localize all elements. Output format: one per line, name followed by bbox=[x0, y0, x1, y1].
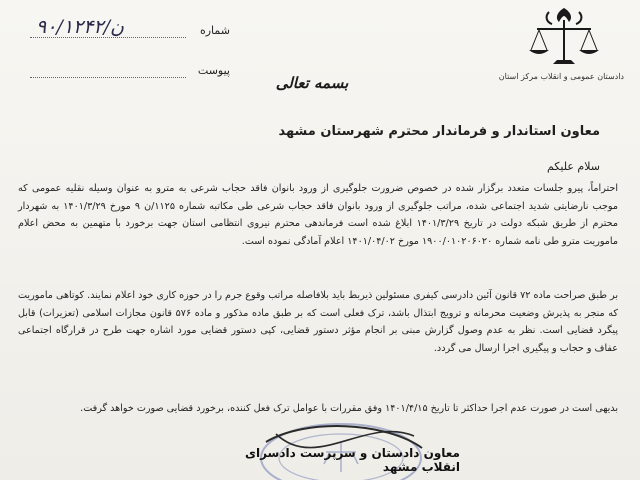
body-paragraph-2: بر طبق صراحت ماده ۷۲ قانون آئین دادرسی کیفری مسئولین ذیربط باید بلافاصله مراتب وقوع جرم را در حوزه کاری خود اعلام نمایند. کوتاهی ماموریت که منجر به پذیرش وضعیت محرمانه و ترویج ابتذال باشد، ترک فعلی است که بر طبق ماده مذکور و ماده ۵۷۶ قانون مجازات اسلامی (تعزیرات) قابل پیگرد قضایی است. نظر به عدم وصول گزارش مبنی بر انجام مؤثر دستور قضایی، کپی دستور قضایی مورد اشاره جهت طرح در قرارگاه اجتماعی عفاف و حجاب و پیگیری اجرا ارسال می گردد. bbox=[18, 290, 619, 354]
attachment-line bbox=[30, 77, 186, 78]
org-caption: دادستان عمومی و انقلاب مرکز استان bbox=[498, 72, 624, 81]
attachment-label: پیوست bbox=[197, 64, 230, 77]
addressee: معاون استاندار و فرماندار محترم شهرستان مشهد bbox=[278, 124, 600, 139]
attachment-row bbox=[30, 62, 230, 82]
scales-of-justice-icon bbox=[519, 4, 609, 72]
letter-number: ۹۰/ن/۱۲۴۲ bbox=[36, 16, 124, 38]
bismillah-heading: بسمه تعالی bbox=[275, 74, 349, 92]
signature-title: معاون دادستان و سرپرست دادسرای انقلاب مشهد bbox=[244, 446, 460, 474]
body-paragraph-1: احتراماً، پیرو جلسات متعدد برگزار شده در خصوص ضرورت جلوگیری از ورود بانوان فاقد حجاب شرعی به مترو به عنوان وسیله نقلیه عمومی که موجب نارضایتی شدید اجتماعی شده، مراتب جلوگیری از ورود بانوان فاقد حجاب شرعی طی مکاتبه شماره ۱۱۲۵/ن ۹ مورخ ۱۴۰۱/۳/۲۹ به شهردار محترم از طریق شبکه دولت در تاریخ ۱۴۰۱/۳/۲۹ ابلاغ شده است فرماندهی محترم نیروی انتظامی استان جهت برخورد با متهمین به محض اعلام ماموریت مترو طی نامه شماره ۱۹۰۰/۰۱۰۲۰۶۰۲۰ مورخ ۱۴۰۱/۰۴/۰۲ اعلام آمادگی نموده است. bbox=[18, 183, 618, 247]
greeting: سلام علیکم bbox=[546, 160, 600, 173]
letterhead-emblem bbox=[498, 4, 624, 96]
number-label: شماره bbox=[199, 24, 230, 37]
letter-number-row bbox=[30, 16, 230, 42]
body-paragraph-3: بدیهی است در صورت عدم اجرا حداکثر تا تاریخ ۱۴۰۱/۴/۱۵ وفق مقررات با عوامل ترک فعل کننده، برخورد قضایی صورت خواهد گرفت. bbox=[80, 403, 618, 414]
